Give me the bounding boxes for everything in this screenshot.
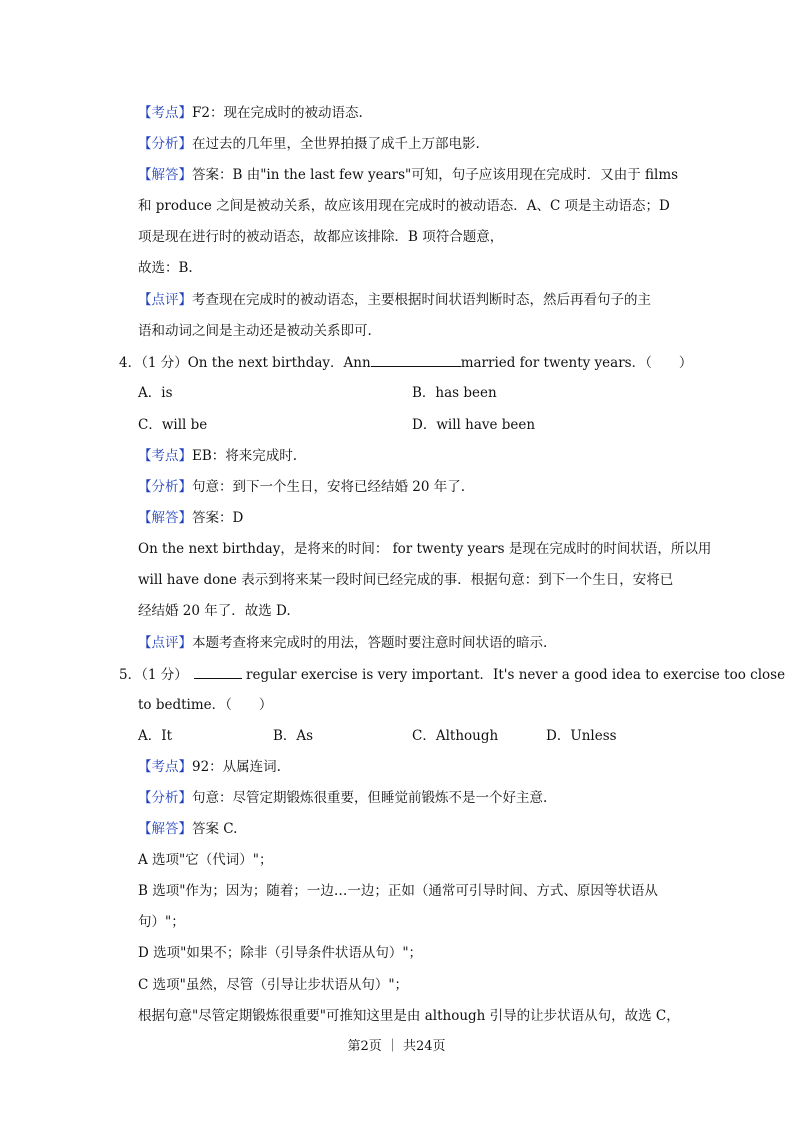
explanation-line: will have done 表示到将来某一段时间已经完成的事．根据句意：到下一个生日，安将已 (138, 572, 674, 588)
jieda-answer: 故选：B. (138, 260, 193, 276)
kaodian-line-q3 (138, 103, 363, 123)
option-a: A．is (138, 385, 173, 401)
explanation-line: A 选项"它（代词）"； (138, 852, 273, 868)
fenxi-text: 在过去的几年里，全世界拍摄了成千上万部电影. (192, 136, 480, 152)
question-5-number: 5．（1 分） (119, 667, 188, 683)
jieda-tag: 【解答】 (138, 167, 192, 183)
option-a: A．It (138, 728, 173, 744)
question-5-stem-line2: to bedtime．（ ） (138, 697, 273, 713)
answer-blank (371, 352, 461, 367)
fenxi-tag: 【分析】 (138, 790, 192, 806)
question-4-stem-start: 4．（1 分）On the next birthday．Ann (119, 355, 371, 371)
option-b: B．As (273, 728, 314, 744)
dianping-line-q4 (138, 633, 547, 653)
question-5-stem (119, 664, 785, 685)
dianping-text: 本题考查将来完成时的用法，答题时要注意时间状语的暗示. (192, 635, 548, 651)
fenxi-line-q4 (138, 477, 465, 497)
page-footer: 第2页 ｜ 共24页 (347, 1039, 446, 1054)
jieda-text: 答案：B 由"in the last few years"可知，句子应该用现在完成时．又由于 films (192, 167, 679, 183)
jieda-line-q4 (138, 508, 243, 528)
explanation-line: 根据句意"尽管定期锻炼很重要"可推知这里是由 although 引导的让步状语从句，故选 C， (138, 1008, 680, 1024)
explanation-line: 句）"； (138, 914, 185, 930)
question-5-stem-text: regular exercise is very important．It's never a good idea to exercise too close (241, 667, 786, 683)
option-c: C．will be (138, 417, 208, 433)
kaodian-line-q5 (138, 757, 281, 777)
fenxi-line-q3 (138, 134, 480, 154)
fenxi-tag: 【分析】 (138, 136, 192, 152)
dianping-continuation: 语和动词之间是主动还是被动关系即可. (138, 323, 372, 339)
explanation-line: D 选项"如果不；除非（引导条件状语从句）"； (138, 945, 423, 961)
dianping-text: 考查现在完成时的被动语态，主要根据时间状语判断时态，然后再看句子的主 (192, 292, 651, 308)
jieda-line-q3 (138, 165, 678, 185)
option-d: D．will have been (412, 417, 536, 433)
dianping-tag: 【点评】 (138, 292, 192, 308)
explanation-line: 经结婚 20 年了．故选 D. (138, 603, 291, 619)
dianping-line-q3 (138, 290, 651, 310)
option-c: C．Although (412, 728, 499, 744)
fenxi-text: 句意：到下一个生日，安将已经结婚 20 年了. (192, 479, 466, 495)
question-4-stem (119, 352, 692, 373)
kaodian-text: EB：将来完成时. (192, 448, 298, 464)
jieda-continuation: 和 produce 之间是被动关系，故应该用现在完成时的被动语态．A、C 项是主动语态；D (138, 198, 670, 214)
jieda-line-q5 (138, 819, 237, 839)
kaodian-text: 92：从属连词. (192, 759, 281, 775)
option-b: B．has been (412, 385, 497, 401)
explanation-line: B 选项"作为；因为；随着；一边…一边；正如（通常可引导时间、方式、原因等状语从 (138, 883, 658, 899)
answer-blank (194, 664, 242, 679)
fenxi-line-q5 (138, 788, 547, 808)
jieda-text: 答案：D (192, 510, 244, 526)
explanation-line: C 选项"虽然，尽管（引导让步状语从句）"； (138, 977, 409, 993)
kaodian-tag: 【考点】 (138, 448, 192, 464)
explanation-line: On the next birthday，是将来的时间： for twenty years 是现在完成时的时间状语，所以用 (138, 541, 712, 557)
question-4-stem-end: married for twenty years．（ ） (460, 355, 693, 371)
jieda-continuation: 项是现在进行时的被动语态，故都应该排除．B 项符合题意， (138, 229, 504, 245)
fenxi-text: 句意：尽管定期锻炼很重要，但睡觉前锻炼不是一个好主意. (192, 790, 548, 806)
option-d: D．Unless (546, 728, 617, 744)
fenxi-tag: 【分析】 (138, 479, 192, 495)
kaodian-line-q4 (138, 446, 297, 466)
kaodian-text: F2：现在完成时的被动语态. (192, 105, 363, 121)
kaodian-tag: 【考点】 (138, 759, 192, 775)
kaodian-tag: 【考点】 (138, 105, 192, 121)
jieda-tag: 【解答】 (138, 510, 192, 526)
dianping-tag: 【点评】 (138, 635, 192, 651)
jieda-text: 答案 C. (192, 821, 238, 837)
jieda-tag: 【解答】 (138, 821, 192, 837)
